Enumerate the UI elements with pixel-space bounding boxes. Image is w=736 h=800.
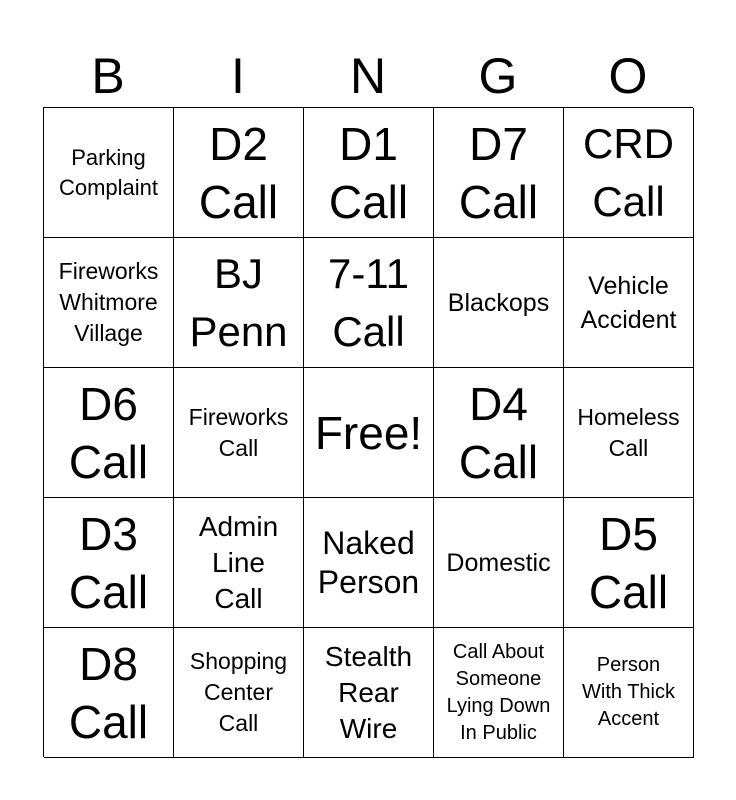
- bingo-cell[interactable]: Fireworks Whitmore Village: [44, 238, 174, 368]
- bingo-cell[interactable]: Call About Someone Lying Down In Public: [434, 628, 564, 758]
- bingo-cell[interactable]: Homeless Call: [564, 368, 694, 498]
- bingo-cell[interactable]: Blackops: [434, 238, 564, 368]
- bingo-cell[interactable]: CRD Call: [564, 108, 694, 238]
- header-letter-o: O: [608, 48, 648, 104]
- bingo-header: [43, 44, 693, 108]
- bingo-cell[interactable]: D3 Call: [44, 498, 174, 628]
- bingo-cell[interactable]: Person With Thick Accent: [564, 628, 694, 758]
- header-letter-g: G: [478, 48, 518, 104]
- bingo-cell[interactable]: D2 Call: [174, 108, 304, 238]
- bingo-cell[interactable]: D1 Call: [304, 108, 434, 238]
- header-letter-n: N: [349, 48, 387, 104]
- bingo-cell[interactable]: BJ Penn: [174, 238, 304, 368]
- bingo-cell[interactable]: D8 Call: [44, 628, 174, 758]
- bingo-cell[interactable]: Stealth Rear Wire: [304, 628, 434, 758]
- bingo-cell[interactable]: Shopping Center Call: [174, 628, 304, 758]
- bingo-cell[interactable]: D4 Call: [434, 368, 564, 498]
- bingo-cell[interactable]: Parking Complaint: [44, 108, 174, 238]
- bingo-cell[interactable]: D6 Call: [44, 368, 174, 498]
- bingo-cell[interactable]: Admin Line Call: [174, 498, 304, 628]
- header-letter-b: B: [91, 48, 125, 104]
- bingo-cell[interactable]: D5 Call: [564, 498, 694, 628]
- bingo-cell[interactable]: 7-11 Call: [304, 238, 434, 368]
- free-space[interactable]: Free!: [304, 368, 434, 498]
- bingo-board: [43, 107, 693, 757]
- bingo-cell[interactable]: D7 Call: [434, 108, 564, 238]
- bingo-cell[interactable]: Vehicle Accident: [564, 238, 694, 368]
- bingo-cell[interactable]: Naked Person: [304, 498, 434, 628]
- header-letter-i: I: [231, 48, 245, 104]
- bingo-cell[interactable]: Domestic: [434, 498, 564, 628]
- bingo-cell[interactable]: Fireworks Call: [174, 368, 304, 498]
